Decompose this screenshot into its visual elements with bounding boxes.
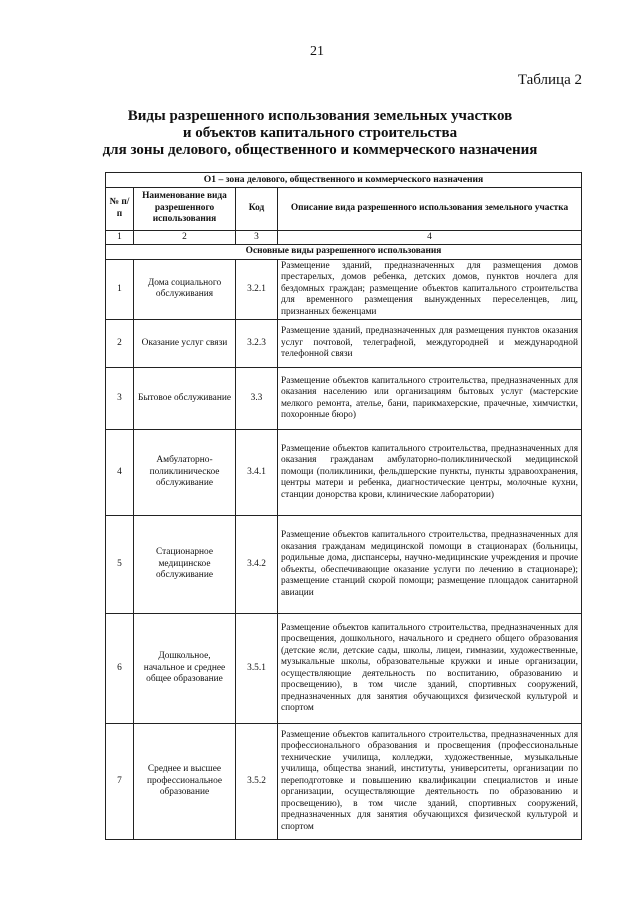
row-name: Дома социального обслуживания (134, 259, 236, 320)
row-number: 2 (106, 320, 134, 368)
row-name: Стационарное медицинское обслуживание (134, 516, 236, 614)
column-number-3: 3 (236, 230, 278, 245)
row-code: 3.4.1 (236, 430, 278, 516)
row-number: 6 (106, 614, 134, 724)
column-number-1: 1 (106, 230, 134, 245)
column-header-code: Код (236, 187, 278, 230)
table-label: Таблица 2 (517, 72, 582, 88)
row-description: Размещение объектов капитального строительства, предназначенных для оказания гражданам медицинской помощи в стационарах (больницы, родильные дома, диспансеры, научно-медицинские учреждения и прочие объекты, обеспечивающие оказание услуги по лечению в стационаре); размещение станций скорой помощи; размещение площадок санитарной авиации (278, 516, 582, 614)
table-row (106, 320, 582, 368)
table-row (106, 614, 582, 724)
row-name: Оказание услуг связи (134, 320, 236, 368)
row-name: Бытовое обслуживание (134, 368, 236, 430)
zone-header: О1 – зона делового, общественного и коммерческого назначения (106, 173, 582, 188)
title-line-2: и объектов капитального строительства (182, 125, 458, 141)
row-description: Размещение объектов капитального строительства, предназначенных для оказания гражданам амбулаторно-поликлинической медицинской помощи (поликлиники, фельдшерские пункты, пункты здравоохранения, центры матери и ребенка, диагностические центры, молочные кухни, станции донорства крови, клинические лаборатории) (278, 430, 582, 516)
land-use-table (105, 172, 582, 840)
page-number: 21 (310, 44, 324, 59)
row-name: Амбулаторно-поликлиническое обслуживание (134, 430, 236, 516)
table-row (106, 430, 582, 516)
row-code: 3.5.1 (236, 614, 278, 724)
row-code: 3.5.2 (236, 724, 278, 840)
column-number-4: 4 (278, 230, 582, 245)
column-header-name: Наименование вида разрешенного использования (134, 187, 236, 230)
row-number: 1 (106, 259, 134, 320)
title-line-1: Виды разрешенного использования земельных участков (127, 108, 513, 124)
column-number-2: 2 (134, 230, 236, 245)
title-line-3: для зоны делового, общественного и коммерческого назначения (102, 142, 538, 158)
document-title (90, 108, 550, 159)
row-description: Размещение объектов капитального строительства, предназначенных для просвещения, дошкольного, начального и среднего общего образования (детские ясли, детские сады, школы, лицеи, гимназии, художественные, музыкальные школы, образовательные кружки и иные организации, осуществляющие деятельность по воспитанию, образованию и просвещению), в том числе зданий, спортивных сооружений, предназначенных для занятия обучающихся физической культурой и спортом (278, 614, 582, 724)
column-header-num: № п/п (106, 187, 134, 230)
row-number: 4 (106, 430, 134, 516)
table-row (106, 724, 582, 840)
column-header-desc: Описание вида разрешенного использования земельного участка (278, 187, 582, 230)
row-name: Среднее и высшее профессиональное образование (134, 724, 236, 840)
table-row (106, 368, 582, 430)
row-description: Размещение зданий, предназначенных для размещения домов престарелых, домов ребенка, детских домов, пунктов ночлега для бездомных граждан; размещение объектов капитального строительства для временного размещения вынужденных переселенцев, лиц, признанных беженцами (278, 259, 582, 320)
row-name: Дошкольное, начальное и среднее общее образование (134, 614, 236, 724)
row-code: 3.3 (236, 368, 278, 430)
row-code: 3.2.3 (236, 320, 278, 368)
section-header: Основные виды разрешенного использования (106, 245, 582, 260)
row-description: Размещение объектов капитального строительства, предназначенных для профессионального образования и просвещения (профессиональные технические училища, колледжи, художественные, музыкальные училища, общества знаний, институты, университеты, организации по переподготовке и повышению квалификации специалистов и иные организации, осуществляющие деятельность по образованию и просвещению), в том числе зданий, спортивных сооружений, предназначенных для занятия обучающихся физической культурой и спортом (278, 724, 582, 840)
table-row (106, 516, 582, 614)
row-description: Размещение объектов капитального строительства, предназначенных для оказания населению или организациям бытовых услуг (мастерские мелкого ремонта, ателье, бани, парикмахерские, прачечные, химчистки, похоронные бюро) (278, 368, 582, 430)
row-number: 3 (106, 368, 134, 430)
row-code: 3.4.2 (236, 516, 278, 614)
row-number: 5 (106, 516, 134, 614)
row-description: Размещение зданий, предназначенных для размещения пунктов оказания услуг почтовой, телеграфной, междугородней и международной телефонной связи (278, 320, 582, 368)
row-number: 7 (106, 724, 134, 840)
row-code: 3.2.1 (236, 259, 278, 320)
table-row (106, 259, 582, 320)
